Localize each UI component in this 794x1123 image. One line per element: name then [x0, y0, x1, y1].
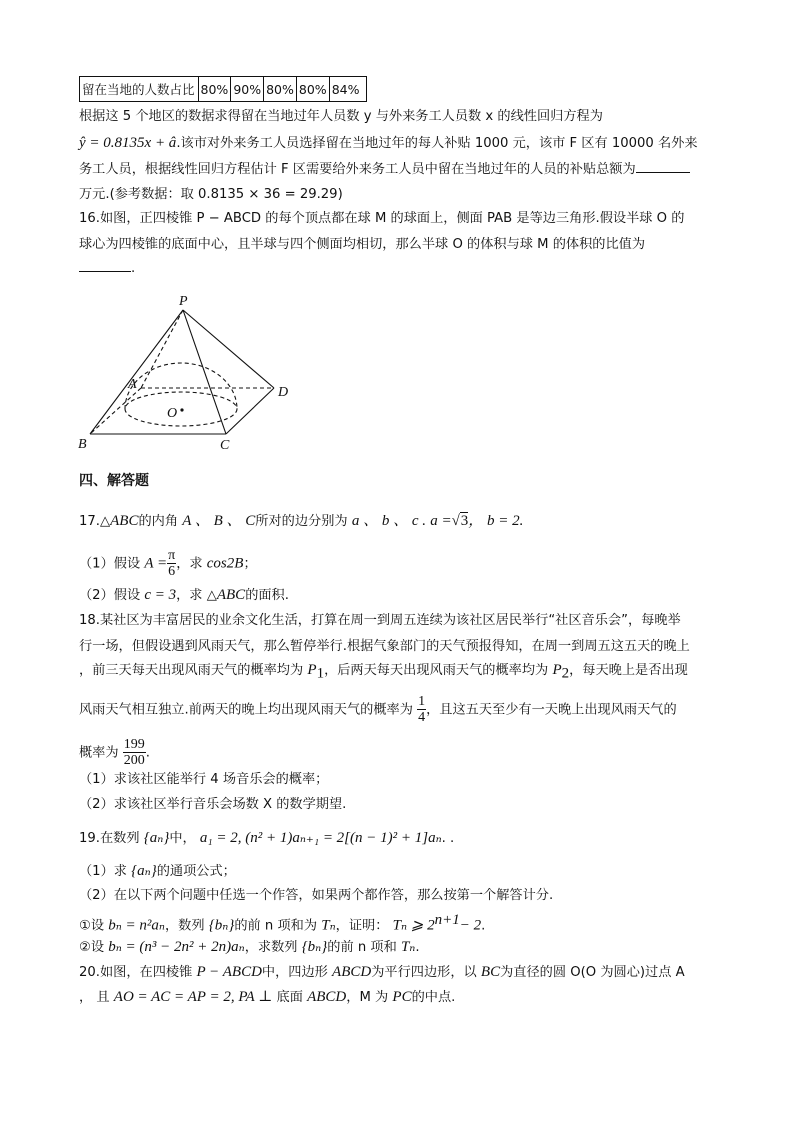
q19-text: 中，	[169, 831, 196, 846]
q17-text: ，求	[176, 556, 203, 572]
q17-math: ABC	[110, 513, 139, 529]
q19-text: ，求数列	[244, 940, 298, 955]
q17-text: 17.△	[79, 514, 111, 529]
q16-line-2: 球心为四棱锥的底面中心，且半球与四个侧面均相切，那么半球 O 的体积与球 M 的体积的比值为	[79, 237, 646, 252]
q19-part-1	[79, 862, 236, 881]
q19-math: Tₙ ⩾ 2	[392, 917, 435, 934]
q19-text: .	[415, 940, 420, 955]
q17-math: ABC	[216, 587, 246, 603]
fraction-numerator: π	[168, 548, 176, 563]
center-dot	[180, 408, 183, 411]
table-row	[80, 77, 367, 102]
q19-math: a₁ = 2, (n² + 1)aₙ₊₁ = 2[(n − 1)² + 1]aₙ	[199, 830, 442, 846]
label-C: C	[220, 438, 230, 453]
section-title: 四、解答题	[79, 473, 149, 489]
q18-math: P	[552, 662, 562, 678]
q16-line-1: 16.如图，正四棱锥 P − ABCD 的每个顶点都在球 M 的球面上，侧面 PAB 是等边三角形.假设半球 O 的	[79, 211, 685, 226]
q15-line-2-text: .该市对外来务工人员选择留在当地过年的每人补贴 1000 元，该市 F 区有 10000 名外来	[176, 136, 698, 151]
table-value-cell: 80%	[198, 77, 231, 102]
label-P: P	[179, 294, 188, 309]
q20-math: ABCD	[307, 989, 347, 1005]
table-value-cell: 80%	[296, 77, 329, 102]
q19-text: 的通项公式；	[156, 864, 236, 879]
q17-math: c = 3	[144, 587, 177, 603]
q19-stem	[79, 829, 454, 848]
fraction-numerator: 199	[123, 737, 145, 752]
q15-line-4: 万元.(参考数据：取 0.8135 × 36 = 29.29)	[79, 187, 343, 202]
q19-text: 的前 n 项和为	[234, 918, 318, 934]
q20-text: 为直径的圆 O(O 为圆心)过点 A	[500, 965, 685, 980]
pyramid-hemisphere-figure	[78, 292, 298, 454]
q17-text: 所对的边分别为	[255, 514, 348, 529]
fraction-numerator: 1	[418, 694, 426, 709]
q19-option-1	[79, 911, 485, 935]
label-O: O	[167, 406, 178, 421]
edge-AB-hidden	[90, 388, 141, 434]
q18-line-5	[79, 737, 150, 768]
q19-math: Tₙ	[400, 939, 416, 955]
q15-line-3	[79, 161, 690, 179]
answer-blank[interactable]	[79, 271, 131, 272]
q20-math: AO = AC = AP = 2, PA ⊥	[113, 989, 273, 1005]
q17-text: ，求 △	[176, 588, 217, 603]
q19-text: ①设	[79, 918, 105, 934]
q18-text: ，前三天每天出现风雨天气的概率均为	[79, 663, 304, 678]
q20-text: 底面	[276, 990, 303, 1005]
fraction	[417, 694, 426, 725]
ratio-table	[79, 76, 367, 102]
q19-text: ，数列	[165, 918, 205, 934]
q17-stem: 17.△ABC的内角 A 、 B 、 C所对的边分别为 a 、 b 、 c . a =√3， b = 2.	[79, 513, 524, 529]
fraction	[123, 737, 146, 768]
q19-part-2: （2）在以下两个问题中任选一个作答，如果两个都作答，那么按第一个解答计分.	[79, 888, 554, 903]
edge-PA-hidden	[141, 310, 183, 388]
q17-math: ， b = 2.	[468, 513, 524, 529]
q17-math: a 、 b 、 c .	[351, 513, 426, 529]
q19-math: bₙ = n²aₙ	[108, 917, 165, 934]
q19-math: {bₙ}	[301, 939, 328, 955]
q17-text: ；	[243, 556, 257, 572]
q18-math: P	[307, 662, 317, 678]
q19-math: {aₙ}	[143, 830, 170, 846]
q20-line-1	[79, 963, 685, 982]
q20-text: 中，四边形	[261, 965, 328, 980]
q19-math: {bₙ}	[208, 917, 235, 934]
q17-math: A =	[144, 555, 168, 572]
q20-text: 为平行四边形，以	[371, 965, 477, 980]
q19-option-2	[79, 938, 420, 957]
q17-part-1	[79, 548, 257, 579]
q19-text: ②设	[79, 940, 105, 955]
q17-text: （2）假设	[79, 588, 141, 603]
q19-math: {aₙ}	[131, 863, 157, 879]
q18-line-3: ，前三天每天出现风雨天气的概率均为 $P_1$，后两天每天出现风雨天气的概率均为 $P_2$，每天晚上是否出现	[79, 662, 688, 682]
fraction	[167, 548, 176, 579]
q17-text: 的内角	[138, 514, 179, 529]
q18-text: ，且这五天至少有一天晚上出现风雨天气的	[426, 702, 677, 718]
q17-math: cos2B	[206, 555, 244, 572]
q19-text: 19.在数列	[79, 831, 140, 846]
q19-text: （1）求	[79, 864, 127, 879]
q20-text: 的中点.	[411, 990, 456, 1005]
q18-text: 概率为	[79, 745, 119, 761]
q18-part-1: （1）求该社区能举行 4 场音乐会的概率；	[79, 772, 329, 787]
q15-line-2	[79, 134, 698, 153]
fraction-denominator: 200	[123, 753, 145, 768]
label-D: D	[278, 385, 289, 400]
q19-text: 的前 n 项和	[327, 940, 397, 955]
q18-text: 风雨天气相互独立.前两天的晚上均出现风雨天气的概率为	[79, 702, 413, 718]
q17-math: A 、 B 、 C	[182, 513, 256, 529]
table-value-cell: 80%	[264, 77, 297, 102]
q20-math: P − ABCD	[196, 964, 262, 980]
q18-text: .	[145, 745, 150, 761]
q17-part-2	[79, 586, 289, 605]
table-label-cell: 留在当地的人数占比	[80, 77, 199, 102]
q19-text: . .	[441, 831, 455, 846]
q18-text: ，每天晚上是否出现	[569, 663, 688, 678]
q19-text: ，证明：	[335, 918, 389, 934]
label-B: B	[78, 437, 87, 452]
edge-CD	[226, 388, 274, 434]
fraction-denominator: 4	[418, 710, 426, 725]
q17-sqrt: 3	[460, 513, 469, 529]
q20-math: PC	[392, 989, 412, 1005]
regression-equation: ŷ = 0.8135x + â	[79, 135, 177, 151]
answer-blank[interactable]	[636, 172, 690, 173]
q18-line-1: 18.某社区为丰富居民的业余文化生活，打算在周一到周五连续为该社区居民举行“社区音乐会”，每晚举	[79, 613, 681, 628]
q18-line-4	[79, 694, 677, 725]
q20-math: BC	[480, 964, 501, 980]
q19-exponent: n+1	[434, 912, 460, 928]
q16-line-3-end: .	[131, 261, 136, 276]
q15-line-1: 根据这 5 个地区的数据求得留在当地过年人员数 y 与外来务工人员数 x 的线性回归方程为	[79, 109, 603, 124]
q19-math: bₙ = (n³ − 2n² + 2n)aₙ	[108, 939, 245, 955]
fraction-denominator: 6	[168, 564, 176, 579]
table-value-cell: 90%	[231, 77, 264, 102]
q18-line-2: 行一场，但假设遇到风雨天气，那么暂停举行.根据气象部门的天气预报得知，在周一到周五这五天的晚上	[79, 639, 690, 654]
q20-text: 20.如图，在四棱锥	[79, 965, 193, 980]
q19-text: .	[481, 918, 486, 934]
q15-line-3-text: 务工人员，根据线性回归方程估计 F 区需要给外来务工人员中留在当地过年的人员的补贴总额为	[79, 162, 636, 177]
table-value-cell: 84%	[329, 77, 366, 102]
q19-math: − 2	[459, 917, 482, 934]
q19-math: Tₙ	[321, 917, 336, 934]
q16-line-3	[79, 260, 135, 278]
q17-text: （1）假设	[79, 556, 141, 572]
q20-text: ，M 为	[346, 990, 389, 1005]
q18-text: ，后两天每天出现风雨天气的概率均为	[324, 663, 549, 678]
q17-math: a =	[430, 513, 452, 529]
q18-part-2: （2）求该社区举行音乐会场数 X 的数学期望.	[79, 797, 347, 812]
q20-math: ABCD	[332, 964, 372, 980]
label-A: A	[128, 377, 137, 392]
q17-text: 的面积.	[245, 588, 289, 603]
q20-text: ， 且	[79, 990, 110, 1005]
q20-line-2	[79, 988, 455, 1007]
